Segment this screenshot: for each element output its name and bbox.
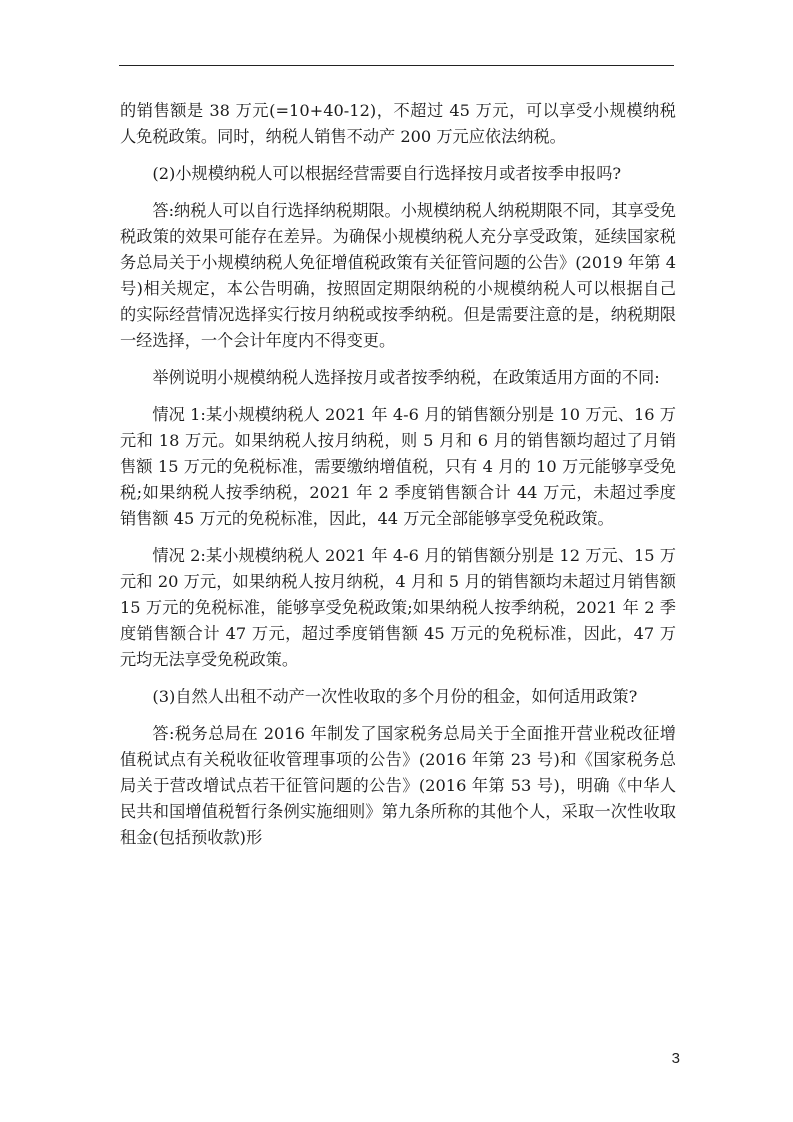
paragraph-continuation: 的销售额是 38 万元(=10+40-12)，不超过 45 万元，可以享受小规模纳税人免税政策。同时，纳税人销售不动产 200 万元应依法纳税。 bbox=[120, 101, 676, 146]
question-3: (3)自然人出租不动产一次性收取的多个月份的租金，如何适用政策? bbox=[152, 687, 638, 706]
answer-3: 答:税务总局在 2016 年制发了国家税务总局关于全面推开营业税改征增值税试点有关税收征收管理事项的公告》(2016 年第 23 号)和《国家税务总局关于营改增试点若干征管问题的公告》(2016 年第 53 号)，明确《中华人民共和国增值税暂行条例实施细则》第九条所称的其他个人，采取一次性收取租金(包括预收款)形 bbox=[120, 724, 676, 847]
answer-2: 答:纳税人可以自行选择纳税期限。小规模纳税人纳税期限不同，其享受免税政策的效果可能存在差异。为确保小规模纳税人充分享受政策，延续国家税务总局关于小规模纳税人免征增值税政策有关征管问题的公告》(2019 年第 4 号)相关规定，本公告明确，按照固定期限纳税的小规模纳税人可以根据自己的实际经营情况选择实行按月纳税或按季纳税。但是需要注意的是，纳税期限一经选择，一个会计年度内不得变更。 bbox=[120, 201, 676, 350]
case-2: 情况 2:某小规模纳税人 2021 年 4-6 月的销售额分别是 12 万元、15 万元和 20 万元，如果纳税人按月纳税，4 月和 5 月的销售额均未超过月销售额 15 万元的免税标准，能够享受免税政策;如果纳税人按季纳税，2021 年 2 季度销售额合计 47 万元，超过季度销售额 45 万元的免税标准，因此，47 万元均无法享受免税政策。 bbox=[120, 546, 676, 669]
page-number: 3 bbox=[671, 1050, 680, 1067]
example-intro: 举例说明小规模纳税人选择按月或者按季纳税，在政策适用方面的不同: bbox=[152, 368, 660, 387]
header-rule bbox=[119, 65, 674, 66]
question-2: (2)小规模纳税人可以根据经营需要自行选择按月或者按季申报吗? bbox=[152, 164, 622, 183]
case-1: 情况 1:某小规模纳税人 2021 年 4-6 月的销售额分别是 10 万元、16 万元和 18 万元。如果纳税人按月纳税，则 5 月和 6 月的销售额均超过了月销售额 15 万元的免税标准，需要缴纳增值税，只有 4 月的 10 万元能够享受免税;如果纳税人按季纳税，2021 年 2 季度销售额合计 44 万元，未超过季度销售额 45 万元的免税标准，因此，44 万元全部能够享受免税政策。 bbox=[120, 405, 676, 528]
document-body bbox=[120, 98, 676, 862]
